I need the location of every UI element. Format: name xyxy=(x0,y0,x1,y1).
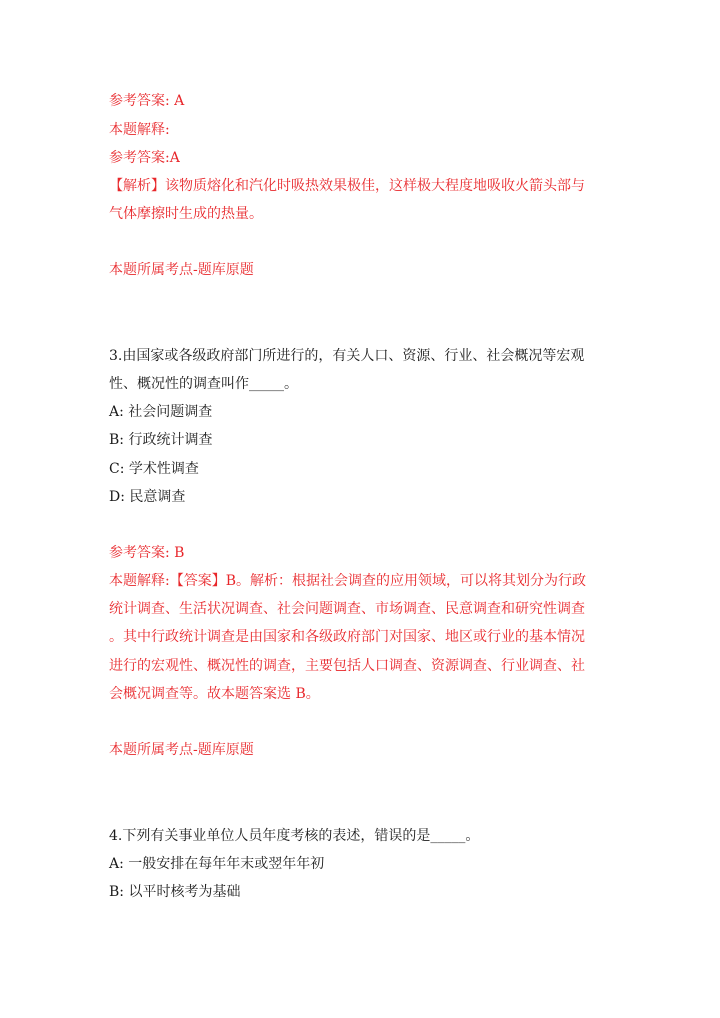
question-4-stem-line-1: 4.下列有关事业单位人员年度考核的表述，错误的是_____。 xyxy=(109,828,480,844)
question-source: 本题所属考点-题库原题 xyxy=(109,262,254,278)
question-3-explanation-line-3: 。其中行政统计调查是由国家和各级政府部门对国家、地区或行业的基本情况 xyxy=(109,629,585,645)
analysis-text-line-1: 【解析】该物质熔化和汽化时吸热效果极佳，这样极大程度地吸收火箭头部与 xyxy=(109,178,585,194)
question-3-reference-answer: 参考答案: B xyxy=(109,545,185,561)
question-3-stem-line-1: 3.由国家或各级政府部门所进行的，有关人口、资源、行业、社会概况等宏观 xyxy=(109,348,585,364)
question-3-option-b: B: 行政统计调查 xyxy=(109,432,213,448)
question-4-option-a: A: 一般安排在每年年末或翌年年初 xyxy=(109,856,325,872)
question-3-explanation-line-2: 统计调查、生活状况调查、社会问题调查、市场调查、民意调查和研究性调查 xyxy=(109,601,585,617)
question-4-option-b: B: 以平时核考为基础 xyxy=(109,884,241,900)
explanation-label: 本题解释: xyxy=(109,122,170,138)
question-3-option-c: C: 学术性调查 xyxy=(109,461,199,477)
question-3-source: 本题所属考点-题库原题 xyxy=(109,742,254,758)
question-3-option-a: A: 社会问题调查 xyxy=(109,404,213,420)
question-3-option-d: D: 民意调查 xyxy=(109,489,186,505)
question-3-explanation-line-5: 会概况调查等。故本题答案选 B。 xyxy=(109,686,320,702)
question-3-explanation-line-1: 本题解释:【答案】B。解析：根据社会调查的应用领域，可以将其划分为行政 xyxy=(109,573,587,589)
reference-answer: 参考答案: A xyxy=(109,93,185,109)
question-3-explanation-line-4: 进行的宏观性、概况性的调查，主要包括人口调查、资源调查、行业调查、社 xyxy=(109,658,585,674)
question-3-stem-line-2: 性、概况性的调查叫作_____。 xyxy=(109,376,298,392)
reference-answer-2: 参考答案:A xyxy=(109,150,180,166)
analysis-text-line-2: 气体摩擦时生成的热量。 xyxy=(109,206,263,222)
